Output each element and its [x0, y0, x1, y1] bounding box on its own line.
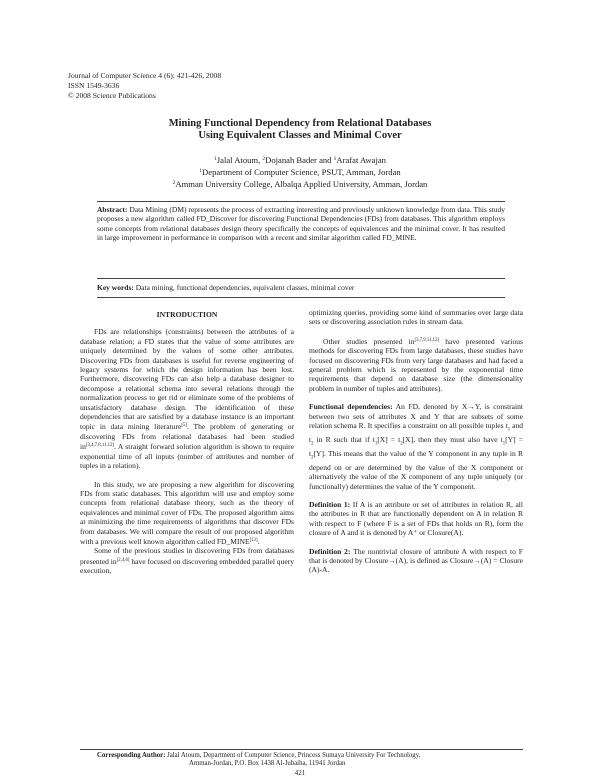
abstract-text: Data Mining (DM) represents the process of extracting interesting and previously unknown knowledge from data. This study proposes a new algorithm called FD_Discover for discovering Functional Dependencies (FDs) from databases. This algorithm employs some concepts from relational databases design theory specifically the concepts of equivalences and the minimal cover. It has resulted in large improvement in performance in comparison with a recent and similar algorithm called FD_MINE.	[97, 205, 505, 243]
author-block	[0, 154, 600, 190]
abstract-label: Abstract:	[97, 205, 128, 214]
abstract-bottom-rule	[97, 278, 505, 279]
abstract-top-rule	[97, 201, 505, 202]
author-names: $^1$Jalal Atoum, $^2$Dojanah Bader and $^1$Arafat Awajan	[214, 155, 386, 165]
definition-2-label: Definition 2:	[309, 546, 351, 556]
journal-citation: Journal of Computer Science 4 (6): 421-426, 2008	[68, 71, 222, 80]
functional-dependencies-section: Functional dependencies: An FD, denoted by X→Y, is constraint between two sets of attributes X and Y that are subsets of some relation schema R. It specifies a constraint on all possible tuples $t_1$ and $t_2$ in R such that if $t_1[X] = t_2[X]$, then they must also have $t_1[Y] = t_2[Y]$. This means that the value of the Y component in any tuple in R depend on or are determined by the value of the X component or alternatively the value of the X component of any tuple uniquely (or functionally) determines the value of the Y component.	[309, 402, 523, 491]
intro-paragraph-2: In this study, we are proposing a new algorithm for discovering FDs from static databases. This algorithm will use and employ some concepts from relational database theory, such as the theory of equivalences and minimal cover of FDs. The proposed algorithm aims at minimizing the time requirements of algorithms that discover FDs from databases. We will compare the result of our proposed algorithm with a previous well known algorithm called FD_MINE[12].	[80, 479, 294, 546]
right-column	[309, 308, 523, 575]
title-line-1: Mining Functional Dependency from Relational Databases	[168, 118, 432, 129]
journal-issn: ISSN 1549-3636	[68, 81, 120, 90]
journal-copyright: © 2008 Science Publications	[68, 91, 156, 100]
abstract	[97, 205, 505, 243]
right-paragraph-2: Other studies presented in[3,7,9,11,12] have presented various methods for discovering FDs from large databases, these studies have focused on discovering FDs from very large databases and had faced a general problem which is represented by the exponential time requirements that depend on database size (the dimensionality problem in number of tuples and attributes).	[309, 336, 523, 393]
left-column	[80, 308, 294, 576]
intro-paragraph-1: FDs are relationships (constraints) between the attributes of a database relation; a FD states that the value of some attributes are uniquely determined by the values of some other attributes. Discovering FDs from databases is useful for reverse engineering of legacy systems for which the design information has been lost. Furthermore, discovering FDs can also help a database designer to decompose a relational schema into several relations through the normalization process to get rid or eliminate some of the problems of unsatisfactory database design. The identification of these dependencies that are satisfied by a database instance is an important topic in data mining literature[5]. The problem of generating or discovering FDs from relational databases had been studied in[3,4,7,8,11,12]. A straight forward solution algorithm is shown to require exponential time of all inputs (number of attributes and number of tuples in a relation).	[80, 327, 294, 471]
corresponding-author-line-2: Amman-Jordan, P.O. Box 1438 Al-Jubaiha, 11941 Jordan	[189, 760, 346, 767]
functional-dependencies-label: Functional dependencies:	[309, 402, 393, 412]
definition-1-label: Definition 1:	[309, 500, 351, 509]
right-paragraph-1: optimizing queries, providing some kind of summaries over large data sets or discovering association rules in stream data.	[309, 308, 523, 327]
footer-rule	[80, 749, 523, 750]
paper-title	[0, 118, 600, 142]
affiliation-2: $^2$Amman University College, Albalqa Applied University, Amman, Jordan	[172, 179, 428, 189]
introduction-heading: INTRODUCTION	[156, 310, 218, 319]
affiliation-1: $^1$Department of Computer Science, PSUT, Amman, Jordan	[199, 167, 401, 177]
corresponding-author-line-1: Corresponding Author: Jalal Atoum, Department of Computer Science, Princess Sumaya University For Technology,	[97, 752, 421, 759]
title-line-2: Using Equivalent Classes and Minimal Cover	[198, 130, 402, 141]
page-number: 421	[294, 769, 306, 777]
corresponding-author	[97, 752, 420, 768]
definition-2: Definition 2: The nontrivial closure of attribute A with respect to F that is denoted by Closure→(A), is defined as Closure→(A) = Closure (A)-A.	[309, 546, 523, 575]
definition-1: Definition 1: If A is an attribute or set of attributes in relation R, all the attributes in R that are functionally dependent on A in relation R with respect to F (where F is a set of FDs that holds on R), form the closure of A and it is denoted by A⁺ or Closure(A).	[309, 500, 523, 538]
keywords-text: Data mining, functional dependencies, equivalent classes, minimal cover	[133, 283, 355, 292]
journal-info	[68, 71, 221, 101]
keywords	[97, 283, 505, 293]
keywords-bottom-rule	[97, 297, 505, 298]
intro-paragraph-3: Some of the previous studies in discovering FDs from databases presented in[2,4,6] have focused on discovering embedded parallel query execution,	[80, 546, 294, 576]
keywords-label: Key words:	[97, 283, 134, 292]
